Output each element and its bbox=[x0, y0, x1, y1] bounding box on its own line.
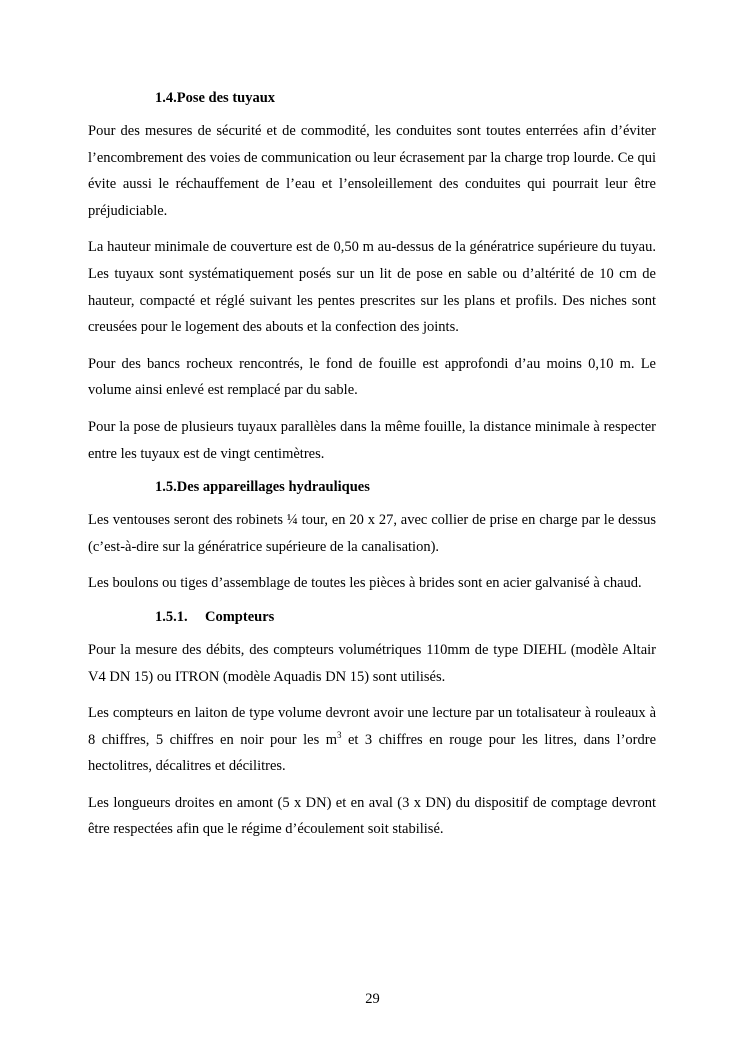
paragraph: Les longueurs droites en amont (5 x DN) et en aval (3 x DN) du dispositif de comptage devront être respectées afin que le régime d’écoulement soit stabilisé. bbox=[88, 794, 656, 838]
section-heading-1-4 bbox=[155, 88, 656, 108]
section-title: Des appareillages hydrauliques bbox=[176, 479, 370, 496]
superscript: 3 bbox=[336, 729, 342, 740]
paragraph: Pour des bancs rocheux rencontrés, le fond de fouille est approfondi d’au moins 0,10 m. Le volume ainsi enlevé est remplacé par du sable. bbox=[88, 355, 656, 399]
paragraph: Les ventouses seront des robinets ¼ tour, en 20 x 27, avec collier de prise en charge par le dessus (c’est-à-dire sur la génératrice supérieure de la canalisation). bbox=[88, 512, 656, 555]
section-number: 1.5. bbox=[155, 479, 177, 496]
paragraph-with-superscript bbox=[88, 700, 656, 780]
text-after-superscript: et 3 chiffres en rouge pour les litres, dans l’ordre hectolitres, décalitres et décilitres. bbox=[88, 731, 657, 775]
paragraph: Pour la mesure des débits, des compteurs volumétriques 110mm de type DIEHL (modèle Altair V4 DN 15) ou ITRON (modèle Aquadis DN 15) sont utilisés. bbox=[88, 641, 656, 685]
paragraph: Les boulons ou tiges d’assemblage de toutes les pièces à brides sont en acier galvanisé à chaud. bbox=[88, 575, 642, 592]
section-heading-1-5-1 bbox=[155, 607, 656, 627]
section-title: Compteurs bbox=[205, 608, 275, 625]
document-page bbox=[88, 88, 656, 853]
section-title: Pose des tuyaux bbox=[176, 90, 276, 106]
text-before-superscript: Les compteurs en laiton de type volume devront avoir une lecture par un totalisateur à rouleaux à 8 chiffres, 5 chiffres en noir pour les m bbox=[88, 705, 656, 748]
paragraph: La hauteur minimale de couverture est de 0,50 m au-dessus de la génératrice supérieure du tuyau. Les tuyaux sont systématiquement posés sur un lit de pose en sable ou d’altérité de 10 cm de hauteur, compacté et réglé suivant les pentes prescrites sur les plans et profils. Des niches sont creusées pour le logement des abouts et la confection des joints. bbox=[88, 239, 656, 336]
paragraph: Pour des mesures de sécurité et de commodité, les conduites sont toutes enterrées afin d’éviter l’encombrement des voies de communication ou leur écrasement par la charge trop lourde. Ce qui évite aussi le réchauffement de l’eau et l’ensoleillement des conduites qui pourrait leur être préjudiciable. bbox=[88, 123, 656, 219]
page-number: 29 bbox=[365, 991, 380, 1007]
paragraph: Pour la pose de plusieurs tuyaux parallèles dans la même fouille, la distance minimale à respecter entre les tuyaux est de vingt centimètres. bbox=[88, 418, 656, 462]
section-number: 1.5.1. bbox=[155, 608, 188, 625]
section-number: 1.4. bbox=[155, 90, 177, 106]
section-heading-1-5 bbox=[155, 477, 656, 497]
